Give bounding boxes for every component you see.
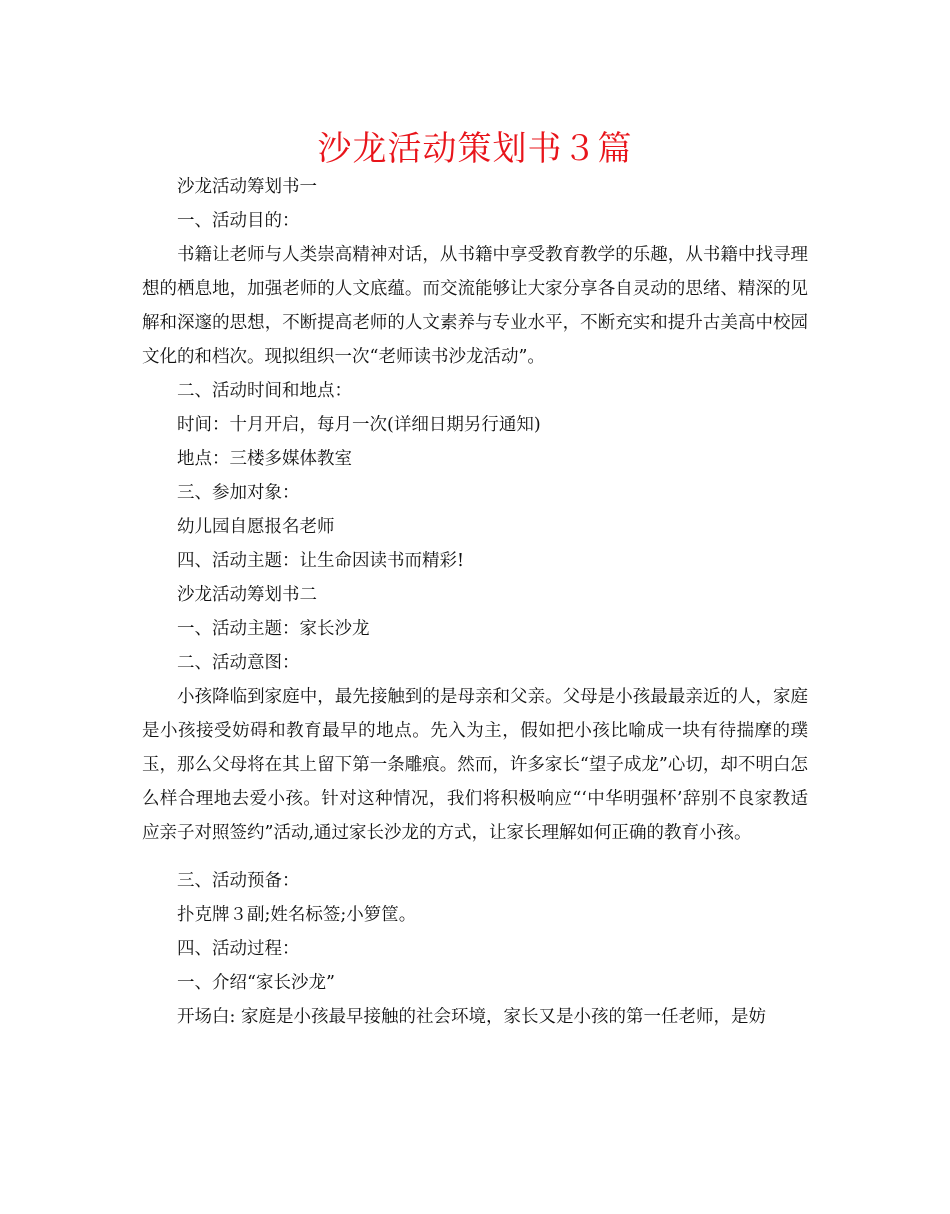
paragraph: 开场白: 家庭是小孩最早接触的社会环境，家长又是小孩的第一任老师，是妨 (177, 1007, 766, 1027)
section-heading: 沙龙活动筹划书二 (177, 585, 317, 605)
paragraph: 二、活动意图： (177, 653, 300, 673)
paragraph: 四、活动过程： (177, 939, 300, 959)
paragraph: 三、参加对象： (177, 483, 300, 503)
paragraph: 时间：十月开启，每月一次(详细日期另行通知) (177, 415, 541, 435)
section-heading: 沙龙活动筹划书一 (177, 177, 317, 197)
paragraph: 书籍让老师与人类崇高精神对话，从书籍中享受教育教学的乐趣，从书籍中找寻理想的栖息地，加强老师的人文底蕴。而交流能够让大家分享各自灵动的思绪、精深的见解和深邃的思想，不断提高老师的人文素养与专业水平，不断充实和提升古美高中校园文化的和档次。现拟组织一次“老师读书沙龙活动”。 (142, 245, 808, 367)
document-body (142, 170, 808, 1034)
paragraph: 三、活动预备： (177, 871, 300, 891)
document-title: 沙龙活动策划书３篇 (317, 129, 633, 169)
paragraph: 二、活动时间和地点： (177, 381, 352, 401)
paragraph: 小孩降临到家庭中，最先接触到的是母亲和父亲。父母是小孩最最亲近的人，家庭是小孩接受妨碍和教育最早的地点。先入为主，假如把小孩比喻成一块有待揣摩的璞玉，那么父母将在其上留下第一条雕痕。然而，许多家长“望子成龙”心切，却不明白怎么样合理地去爱小孩。针对这种情况，我们将积极响应“‘中华明强杯’辞别不良家教适应亲子对照签约”活动,通过家长沙龙的方式，让家长理解如何正确的教育小孩。 (142, 687, 808, 843)
paragraph: 扑克牌３副;姓名标签;小箩筐。 (177, 905, 417, 925)
paragraph: 四、活动主题：让生命因读书而精彩! (177, 551, 465, 571)
paragraph: 幼儿园自愿报名老师 (177, 517, 335, 537)
paragraph: 一、活动主题：家长沙龙 (177, 619, 370, 639)
paragraph: 地点：三楼多媒体教室 (177, 449, 352, 469)
paragraph: 一、活动目的： (177, 211, 300, 231)
paragraph: 一、介绍“家长沙龙” (177, 973, 335, 993)
